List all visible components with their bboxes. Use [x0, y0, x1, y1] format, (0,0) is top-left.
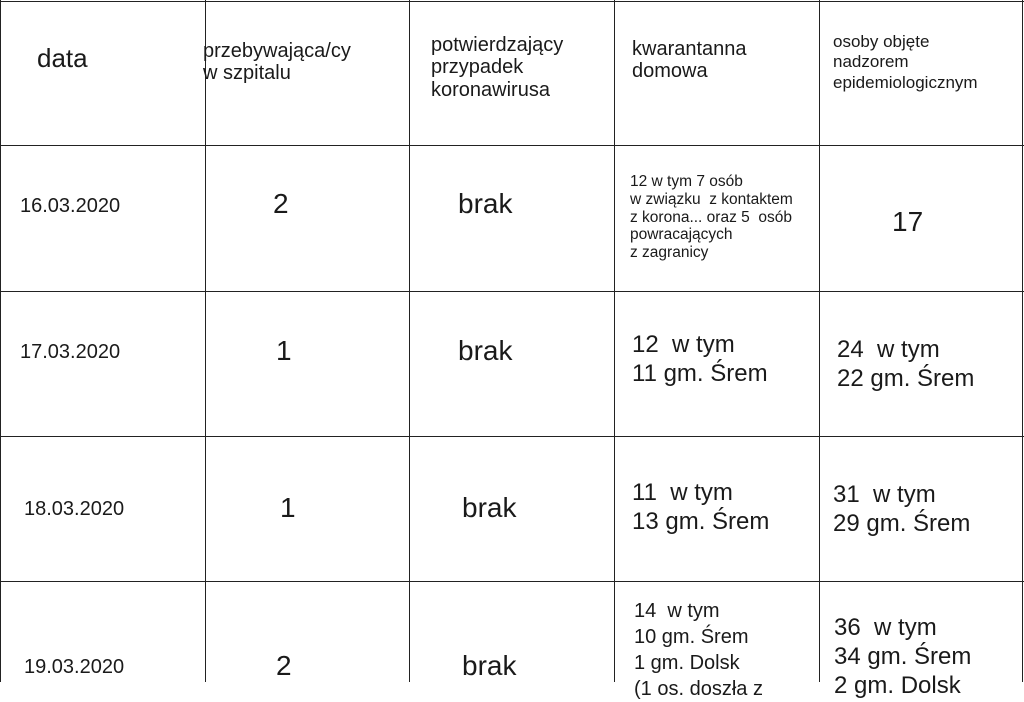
- column-divider: [205, 0, 206, 682]
- column-divider: [409, 0, 410, 682]
- row-date: 19.03.2020: [24, 656, 125, 678]
- row-quarantine: 12 w tym 11 gm. Śrem: [632, 331, 768, 387]
- row-divider: [0, 581, 1024, 582]
- row-surveillance: 24 w tym 22 gm. Śrem: [837, 336, 975, 392]
- row-surveillance: 31 w tym 29 gm. Śrem: [833, 481, 971, 537]
- row-date: 18.03.2020: [24, 498, 125, 520]
- row-quarantine: 12 w tym 7 osób w związku z kontaktem z korona... oraz 5 osób powracających z zagranicy: [630, 173, 793, 262]
- row-hospital: 1: [276, 335, 292, 366]
- row-confirmed: brak: [462, 650, 517, 681]
- row-surveillance: 17: [892, 206, 924, 237]
- row-hospital: 2: [276, 650, 292, 681]
- row-divider: [0, 436, 1024, 437]
- column-divider: [614, 0, 615, 682]
- row-surveillance: 36 w tym 34 gm. Śrem 2 gm. Dolsk: [834, 614, 972, 699]
- column-divider: [819, 0, 820, 682]
- header-surveillance: osoby objęte nadzorem epidemiologicznym: [833, 32, 978, 92]
- header-confirmed: potwierdzający przypadek koronawirusa: [431, 34, 564, 101]
- header-quarantine: kwarantanna domowa: [632, 38, 747, 83]
- row-divider: [0, 291, 1024, 292]
- column-divider: [0, 0, 1, 682]
- row-divider: [0, 1, 1024, 2]
- row-quarantine: 11 w tym 13 gm. Śrem: [632, 479, 770, 535]
- row-date: 16.03.2020: [20, 195, 121, 217]
- row-confirmed: brak: [458, 188, 513, 219]
- row-hospital: 1: [280, 492, 296, 523]
- row-divider: [0, 145, 1024, 146]
- row-quarantine: 14 w tym 10 gm. Śrem 1 gm. Dolsk (1 os. doszła z: [634, 600, 763, 700]
- row-confirmed: brak: [458, 335, 513, 366]
- row-date: 17.03.2020: [20, 341, 121, 363]
- column-divider: [1022, 0, 1023, 682]
- row-hospital: 2: [273, 188, 289, 219]
- header-hospital: przebywająca/cy w szpitalu: [203, 40, 351, 85]
- row-confirmed: brak: [462, 492, 517, 523]
- header-date: data: [37, 43, 88, 73]
